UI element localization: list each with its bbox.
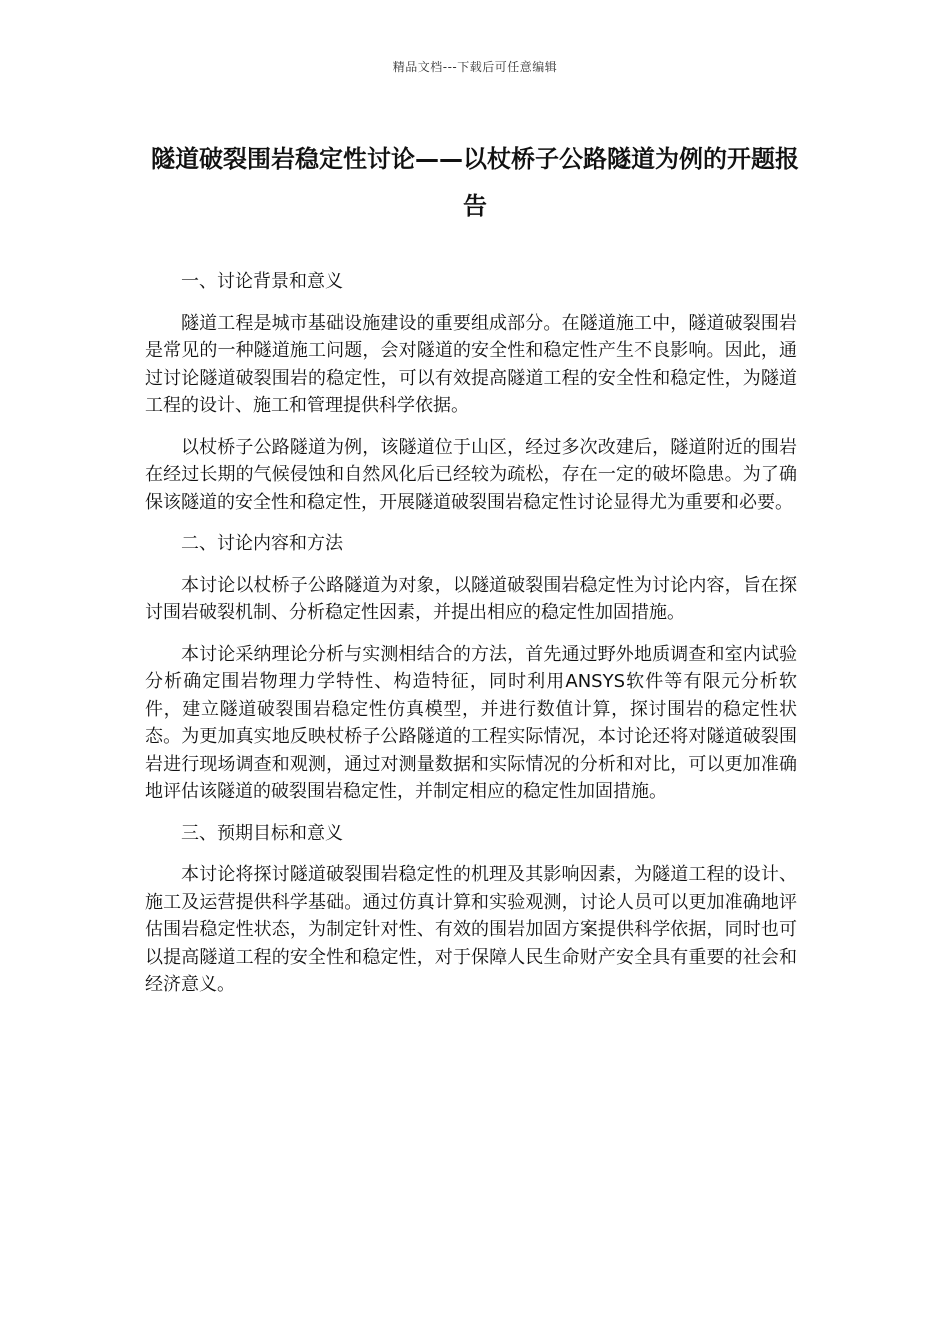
section-heading-goals: 三、预期目标和意义 — [181, 822, 343, 844]
paragraph: 以杖桥子公路隧道为例，该隧道位于山区，经过多次改建后，隧道附近的围岩在经过长期的气候侵蚀和自然风化后已经较为疏松，存在一定的破坏隐患。为了确保该隧道的安全性和稳定性，开展隧道破裂围岩稳定性讨论显得尤为重要和必要。 — [145, 436, 797, 513]
section-heading-background: 一、讨论背景和意义 — [181, 271, 343, 292]
document-title: 隧道破裂围岩稳定性讨论——以杖桥子公路隧道为例的开题报告 — [151, 145, 799, 220]
document-body — [145, 268, 797, 1013]
header-note: 精品文档---下载后可任意编辑 — [392, 60, 558, 74]
section-heading-content-method: 二、讨论内容和方法 — [181, 533, 343, 554]
paragraph: 本讨论采纳理论分析与实测相结合的方法，首先通过野外地质调查和室内试验分析确定围岩物理力学特性、构造特征，同时利用ANSYS软件等有限元分析软件，建立隧道破裂围岩稳定性仿真模型，并进行数值计算，探讨围岩的稳定性状态。为更加真实地反映杖桥子公路隧道的工程实际情况，本讨论还将对隧道破裂围岩进行现场调查和观测，通过对测量数据和实际情况的分析和对比，可以更加准确地评估该隧道的破裂围岩稳定性，并制定相应的稳定性加固措施。 — [145, 643, 797, 802]
paragraph: 本讨论将探讨隧道破裂围岩稳定性的机理及其影响因素，为隧道工程的设计、施工及运营提供科学基础。通过仿真计算和实验观测，讨论人员可以更加准确地评估围岩稳定性状态，为制定针对性、有效的围岩加固方案提供科学依据，同时也可以提高隧道工程的安全性和稳定性，对于保障人民生命财产安全具有重要的社会和经济意义。 — [145, 864, 797, 995]
paragraph: 本讨论以杖桥子公路隧道为对象，以隧道破裂围岩稳定性为讨论内容，旨在探讨围岩破裂机制、分析稳定性因素，并提出相应的稳定性加固措施。 — [145, 574, 797, 623]
paragraph: 隧道工程是城市基础设施建设的重要组成部分。在隧道施工中，隧道破裂围岩是常见的一种隧道施工问题，会对隧道的安全性和稳定性产生不良影响。因此，通过讨论隧道破裂围岩的稳定性，可以有效提高隧道工程的安全性和稳定性，为隧道工程的设计、施工和管理提供科学依据。 — [145, 312, 797, 416]
